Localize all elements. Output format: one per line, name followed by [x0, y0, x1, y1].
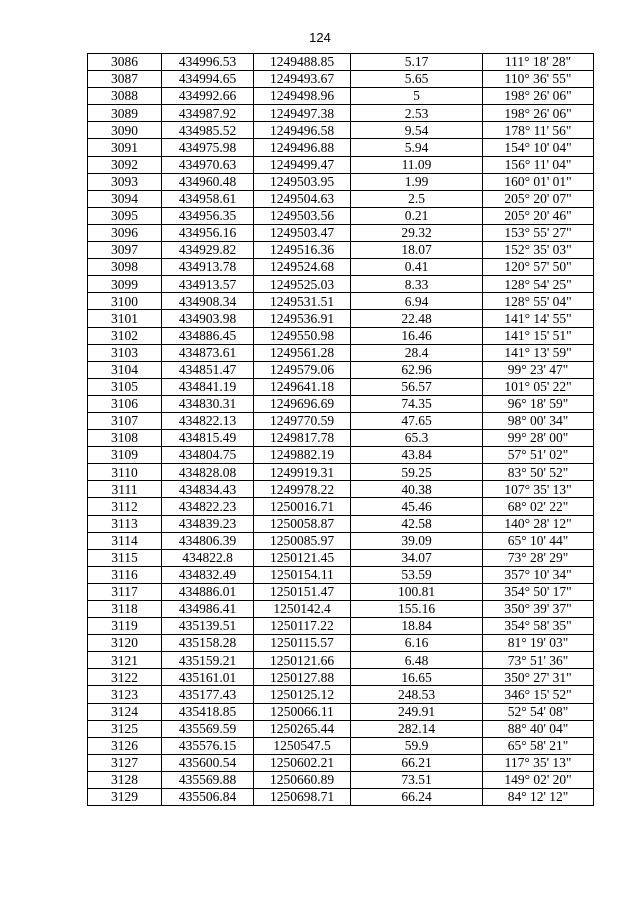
point-number-cell: 3118: [88, 601, 162, 618]
distance-cell: 47.65: [351, 412, 483, 429]
distance-cell: 53.59: [351, 566, 483, 583]
bearing-cell: 81° 19' 03": [483, 635, 594, 652]
page-number: 124: [309, 30, 331, 45]
table-row: [88, 412, 594, 429]
distance-cell: 11.09: [351, 156, 483, 173]
x-coordinate-cell: 434822.23: [162, 498, 254, 515]
x-coordinate-cell: 434873.61: [162, 344, 254, 361]
table-row: [88, 310, 594, 327]
bearing-cell: 205° 20' 07": [483, 190, 594, 207]
y-coordinate-cell: 1250121.66: [254, 652, 351, 669]
table-row: [88, 344, 594, 361]
point-number-cell: 3098: [88, 259, 162, 276]
table-row: [88, 361, 594, 378]
table-row: [88, 771, 594, 788]
x-coordinate-cell: 435158.28: [162, 635, 254, 652]
y-coordinate-cell: 1250265.44: [254, 720, 351, 737]
table-row: [88, 276, 594, 293]
y-coordinate-cell: 1249516.36: [254, 242, 351, 259]
y-coordinate-cell: 1250151.47: [254, 583, 351, 600]
y-coordinate-cell: 1249561.28: [254, 344, 351, 361]
y-coordinate-cell: 1249498.96: [254, 88, 351, 105]
distance-cell: 18.84: [351, 618, 483, 635]
bearing-cell: 99° 23' 47": [483, 361, 594, 378]
bearing-cell: 354° 50' 17": [483, 583, 594, 600]
bearing-cell: 117° 35' 13": [483, 754, 594, 771]
y-coordinate-cell: 1250547.5: [254, 737, 351, 754]
point-number-cell: 3117: [88, 583, 162, 600]
x-coordinate-cell: 434841.19: [162, 378, 254, 395]
bearing-cell: 98° 00' 34": [483, 412, 594, 429]
y-coordinate-cell: 1250121.45: [254, 549, 351, 566]
distance-cell: 45.46: [351, 498, 483, 515]
x-coordinate-cell: 435418.85: [162, 703, 254, 720]
x-coordinate-cell: 434929.82: [162, 242, 254, 259]
table-row: [88, 293, 594, 310]
distance-cell: 1.99: [351, 173, 483, 190]
coordinate-table-body: [88, 54, 594, 806]
table-row: [88, 737, 594, 754]
x-coordinate-cell: 434975.98: [162, 139, 254, 156]
bearing-cell: 160° 01' 01": [483, 173, 594, 190]
point-number-cell: 3105: [88, 378, 162, 395]
x-coordinate-cell: 435576.15: [162, 737, 254, 754]
distance-cell: 16.46: [351, 327, 483, 344]
y-coordinate-cell: 1249770.59: [254, 412, 351, 429]
y-coordinate-cell: 1250602.21: [254, 754, 351, 771]
y-coordinate-cell: 1249978.22: [254, 481, 351, 498]
table-row: [88, 481, 594, 498]
x-coordinate-cell: 434830.31: [162, 395, 254, 412]
y-coordinate-cell: 1249524.68: [254, 259, 351, 276]
table-row: [88, 464, 594, 481]
y-coordinate-cell: 1249496.88: [254, 139, 351, 156]
point-number-cell: 3097: [88, 242, 162, 259]
bearing-cell: 350° 27' 31": [483, 669, 594, 686]
table-row: [88, 686, 594, 703]
x-coordinate-cell: 435506.84: [162, 789, 254, 806]
x-coordinate-cell: 434994.65: [162, 71, 254, 88]
distance-cell: 34.07: [351, 549, 483, 566]
distance-cell: 40.38: [351, 481, 483, 498]
table-row: [88, 618, 594, 635]
point-number-cell: 3110: [88, 464, 162, 481]
bearing-cell: 198° 26' 06": [483, 105, 594, 122]
x-coordinate-cell: 434992.66: [162, 88, 254, 105]
bearing-cell: 68° 02' 22": [483, 498, 594, 515]
y-coordinate-cell: 1250115.57: [254, 635, 351, 652]
point-number-cell: 3090: [88, 122, 162, 139]
y-coordinate-cell: 1250125.12: [254, 686, 351, 703]
bearing-cell: 128° 55' 04": [483, 293, 594, 310]
table-row: [88, 447, 594, 464]
bearing-cell: 52° 54' 08": [483, 703, 594, 720]
table-row: [88, 156, 594, 173]
table-row: [88, 224, 594, 241]
bearing-cell: 73° 28' 29": [483, 549, 594, 566]
x-coordinate-cell: 434960.48: [162, 173, 254, 190]
table-row: [88, 601, 594, 618]
bearing-cell: 65° 58' 21": [483, 737, 594, 754]
coordinate-table: [87, 53, 594, 806]
y-coordinate-cell: 1250058.87: [254, 515, 351, 532]
distance-cell: 100.81: [351, 583, 483, 600]
point-number-cell: 3094: [88, 190, 162, 207]
distance-cell: 56.57: [351, 378, 483, 395]
table-row: [88, 139, 594, 156]
x-coordinate-cell: 434987.92: [162, 105, 254, 122]
point-number-cell: 3111: [88, 481, 162, 498]
table-row: [88, 652, 594, 669]
x-coordinate-cell: 434886.01: [162, 583, 254, 600]
bearing-cell: 346° 15' 52": [483, 686, 594, 703]
distance-cell: 249.91: [351, 703, 483, 720]
y-coordinate-cell: 1250085.97: [254, 532, 351, 549]
table-row: [88, 566, 594, 583]
table-row: [88, 515, 594, 532]
x-coordinate-cell: 434832.49: [162, 566, 254, 583]
table-row: [88, 669, 594, 686]
x-coordinate-cell: 434886.45: [162, 327, 254, 344]
point-number-cell: 3100: [88, 293, 162, 310]
point-number-cell: 3102: [88, 327, 162, 344]
bearing-cell: 111° 18' 28": [483, 54, 594, 71]
y-coordinate-cell: 1249499.47: [254, 156, 351, 173]
y-coordinate-cell: 1249503.56: [254, 207, 351, 224]
y-coordinate-cell: 1249919.31: [254, 464, 351, 481]
point-number-cell: 3106: [88, 395, 162, 412]
bearing-cell: 154° 10' 04": [483, 139, 594, 156]
point-number-cell: 3087: [88, 71, 162, 88]
point-number-cell: 3114: [88, 532, 162, 549]
bearing-cell: 149° 02' 20": [483, 771, 594, 788]
table-row: [88, 430, 594, 447]
bearing-cell: 205° 20' 46": [483, 207, 594, 224]
x-coordinate-cell: 434815.49: [162, 430, 254, 447]
point-number-cell: 3127: [88, 754, 162, 771]
distance-cell: 28.4: [351, 344, 483, 361]
bearing-cell: 84° 12' 12": [483, 789, 594, 806]
y-coordinate-cell: 1249525.03: [254, 276, 351, 293]
table-row: [88, 395, 594, 412]
table-row: [88, 498, 594, 515]
point-number-cell: 3096: [88, 224, 162, 241]
table-row: [88, 122, 594, 139]
y-coordinate-cell: 1249882.19: [254, 447, 351, 464]
y-coordinate-cell: 1249503.47: [254, 224, 351, 241]
distance-cell: 8.33: [351, 276, 483, 293]
bearing-cell: 65° 10' 44": [483, 532, 594, 549]
point-number-cell: 3091: [88, 139, 162, 156]
bearing-cell: 354° 58' 35": [483, 618, 594, 635]
bearing-cell: 73° 51' 36": [483, 652, 594, 669]
x-coordinate-cell: 434956.35: [162, 207, 254, 224]
y-coordinate-cell: 1249536.91: [254, 310, 351, 327]
point-number-cell: 3113: [88, 515, 162, 532]
bearing-cell: 128° 54' 25": [483, 276, 594, 293]
x-coordinate-cell: 434913.57: [162, 276, 254, 293]
point-number-cell: 3120: [88, 635, 162, 652]
y-coordinate-cell: 1250698.71: [254, 789, 351, 806]
bearing-cell: 357° 10' 34": [483, 566, 594, 583]
y-coordinate-cell: 1250660.89: [254, 771, 351, 788]
x-coordinate-cell: 434828.08: [162, 464, 254, 481]
point-number-cell: 3092: [88, 156, 162, 173]
point-number-cell: 3104: [88, 361, 162, 378]
y-coordinate-cell: 1249504.63: [254, 190, 351, 207]
table-row: [88, 549, 594, 566]
distance-cell: 39.09: [351, 532, 483, 549]
table-row: [88, 259, 594, 276]
y-coordinate-cell: 1249503.95: [254, 173, 351, 190]
table-row: [88, 635, 594, 652]
distance-cell: 0.21: [351, 207, 483, 224]
point-number-cell: 3101: [88, 310, 162, 327]
bearing-cell: 57° 51' 02": [483, 447, 594, 464]
bearing-cell: 96° 18' 59": [483, 395, 594, 412]
bearing-cell: 156° 11' 04": [483, 156, 594, 173]
point-number-cell: 3115: [88, 549, 162, 566]
point-number-cell: 3125: [88, 720, 162, 737]
point-number-cell: 3122: [88, 669, 162, 686]
point-number-cell: 3086: [88, 54, 162, 71]
table-row: [88, 242, 594, 259]
point-number-cell: 3095: [88, 207, 162, 224]
y-coordinate-cell: 1249696.69: [254, 395, 351, 412]
x-coordinate-cell: 434822.8: [162, 549, 254, 566]
point-number-cell: 3088: [88, 88, 162, 105]
distance-cell: 62.96: [351, 361, 483, 378]
point-number-cell: 3107: [88, 412, 162, 429]
x-coordinate-cell: 435600.54: [162, 754, 254, 771]
distance-cell: 66.21: [351, 754, 483, 771]
distance-cell: 5: [351, 88, 483, 105]
x-coordinate-cell: 434908.34: [162, 293, 254, 310]
bearing-cell: 120° 57' 50": [483, 259, 594, 276]
table-row: [88, 88, 594, 105]
x-coordinate-cell: 434851.47: [162, 361, 254, 378]
x-coordinate-cell: 434956.16: [162, 224, 254, 241]
x-coordinate-cell: 434822.13: [162, 412, 254, 429]
y-coordinate-cell: 1250154.11: [254, 566, 351, 583]
distance-cell: 248.53: [351, 686, 483, 703]
x-coordinate-cell: 434986.41: [162, 601, 254, 618]
point-number-cell: 3126: [88, 737, 162, 754]
x-coordinate-cell: 434985.52: [162, 122, 254, 139]
bearing-cell: 110° 36' 55": [483, 71, 594, 88]
distance-cell: 5.17: [351, 54, 483, 71]
bearing-cell: 107° 35' 13": [483, 481, 594, 498]
table-row: [88, 789, 594, 806]
distance-cell: 65.3: [351, 430, 483, 447]
x-coordinate-cell: 434958.61: [162, 190, 254, 207]
table-row: [88, 54, 594, 71]
bearing-cell: 178° 11' 56": [483, 122, 594, 139]
table-row: [88, 173, 594, 190]
y-coordinate-cell: 1249493.67: [254, 71, 351, 88]
point-number-cell: 3089: [88, 105, 162, 122]
point-number-cell: 3103: [88, 344, 162, 361]
table-row: [88, 71, 594, 88]
y-coordinate-cell: 1250142.4: [254, 601, 351, 618]
distance-cell: 16.65: [351, 669, 483, 686]
y-coordinate-cell: 1249488.85: [254, 54, 351, 71]
x-coordinate-cell: 434834.43: [162, 481, 254, 498]
x-coordinate-cell: 434913.78: [162, 259, 254, 276]
point-number-cell: 3112: [88, 498, 162, 515]
point-number-cell: 3109: [88, 447, 162, 464]
distance-cell: 74.35: [351, 395, 483, 412]
distance-cell: 6.16: [351, 635, 483, 652]
y-coordinate-cell: 1249496.58: [254, 122, 351, 139]
bearing-cell: 152° 35' 03": [483, 242, 594, 259]
x-coordinate-cell: 434970.63: [162, 156, 254, 173]
bearing-cell: 141° 13' 59": [483, 344, 594, 361]
table-row: [88, 105, 594, 122]
distance-cell: 18.07: [351, 242, 483, 259]
distance-cell: 5.65: [351, 71, 483, 88]
distance-cell: 155.16: [351, 601, 483, 618]
point-number-cell: 3093: [88, 173, 162, 190]
point-number-cell: 3128: [88, 771, 162, 788]
y-coordinate-cell: 1250066.11: [254, 703, 351, 720]
x-coordinate-cell: 435177.43: [162, 686, 254, 703]
bearing-cell: 153° 55' 27": [483, 224, 594, 241]
point-number-cell: 3129: [88, 789, 162, 806]
table-row: [88, 190, 594, 207]
y-coordinate-cell: 1250127.88: [254, 669, 351, 686]
distance-cell: 0.41: [351, 259, 483, 276]
y-coordinate-cell: 1249550.98: [254, 327, 351, 344]
distance-cell: 43.84: [351, 447, 483, 464]
bearing-cell: 88° 40' 04": [483, 720, 594, 737]
point-number-cell: 3123: [88, 686, 162, 703]
y-coordinate-cell: 1249817.78: [254, 430, 351, 447]
distance-cell: 59.25: [351, 464, 483, 481]
distance-cell: 66.24: [351, 789, 483, 806]
distance-cell: 9.54: [351, 122, 483, 139]
bearing-cell: 83° 50' 52": [483, 464, 594, 481]
y-coordinate-cell: 1249531.51: [254, 293, 351, 310]
point-number-cell: 3124: [88, 703, 162, 720]
y-coordinate-cell: 1249579.06: [254, 361, 351, 378]
point-number-cell: 3121: [88, 652, 162, 669]
table-row: [88, 378, 594, 395]
x-coordinate-cell: 434839.23: [162, 515, 254, 532]
point-number-cell: 3108: [88, 430, 162, 447]
distance-cell: 29.32: [351, 224, 483, 241]
table-row: [88, 703, 594, 720]
table-row: [88, 532, 594, 549]
y-coordinate-cell: 1250117.22: [254, 618, 351, 635]
table-row: [88, 583, 594, 600]
bearing-cell: 101° 05' 22": [483, 378, 594, 395]
point-number-cell: 3099: [88, 276, 162, 293]
distance-cell: 2.5: [351, 190, 483, 207]
bearing-cell: 141° 15' 51": [483, 327, 594, 344]
x-coordinate-cell: 434903.98: [162, 310, 254, 327]
table-row: [88, 327, 594, 344]
x-coordinate-cell: 434806.39: [162, 532, 254, 549]
bearing-cell: 141° 14' 55": [483, 310, 594, 327]
distance-cell: 5.94: [351, 139, 483, 156]
table-row: [88, 207, 594, 224]
y-coordinate-cell: 1249641.18: [254, 378, 351, 395]
y-coordinate-cell: 1249497.38: [254, 105, 351, 122]
distance-cell: 42.58: [351, 515, 483, 532]
x-coordinate-cell: 435139.51: [162, 618, 254, 635]
bearing-cell: 140° 28' 12": [483, 515, 594, 532]
distance-cell: 6.48: [351, 652, 483, 669]
bearing-cell: 198° 26' 06": [483, 88, 594, 105]
point-number-cell: 3116: [88, 566, 162, 583]
distance-cell: 2.53: [351, 105, 483, 122]
y-coordinate-cell: 1250016.71: [254, 498, 351, 515]
x-coordinate-cell: 434804.75: [162, 447, 254, 464]
x-coordinate-cell: 434996.53: [162, 54, 254, 71]
distance-cell: 282.14: [351, 720, 483, 737]
distance-cell: 6.94: [351, 293, 483, 310]
distance-cell: 59.9: [351, 737, 483, 754]
distance-cell: 22.48: [351, 310, 483, 327]
table-row: [88, 754, 594, 771]
bearing-cell: 350° 39' 37": [483, 601, 594, 618]
x-coordinate-cell: 435569.88: [162, 771, 254, 788]
distance-cell: 73.51: [351, 771, 483, 788]
table-row: [88, 720, 594, 737]
point-number-cell: 3119: [88, 618, 162, 635]
x-coordinate-cell: 435569.59: [162, 720, 254, 737]
x-coordinate-cell: 435159.21: [162, 652, 254, 669]
x-coordinate-cell: 435161.01: [162, 669, 254, 686]
bearing-cell: 99° 28' 00": [483, 430, 594, 447]
